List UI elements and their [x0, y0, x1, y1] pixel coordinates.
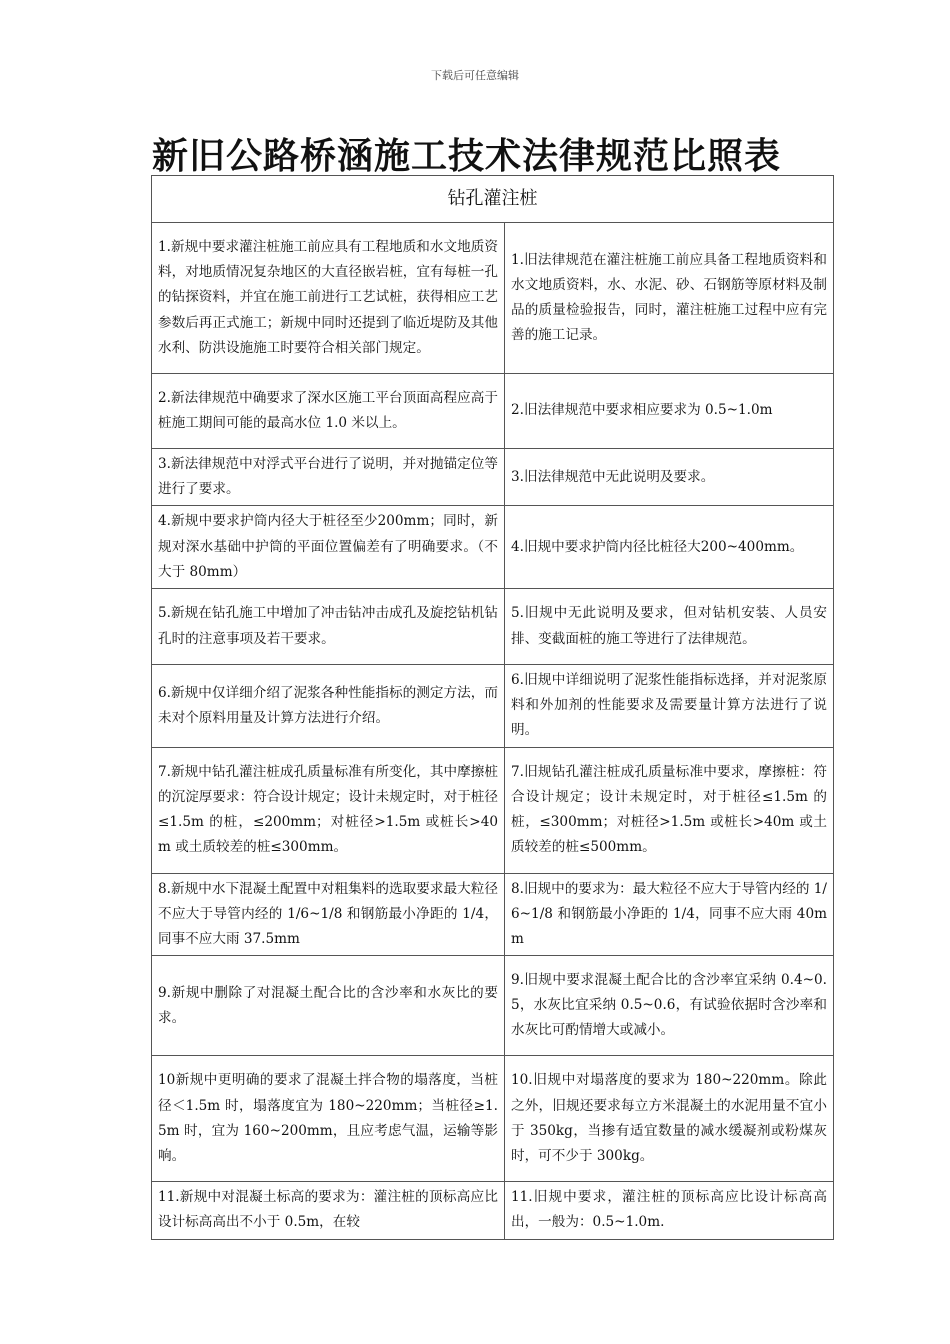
old-rule-cell: 4.旧规中要求护筒内径比桩径大200~400mm。 [505, 506, 834, 589]
table-row [152, 665, 834, 748]
old-rule-cell: 8.旧规中的要求为：最大粒径不应大于导管内经的 1/6~1/8 和钢筋最小净距的 1/4，同事不应大雨 40mm [505, 873, 834, 956]
table-row [152, 449, 834, 506]
new-rule-cell: 3.新法律规范中对浮式平台进行了说明，并对抛锚定位等进行了要求。 [152, 449, 505, 506]
new-rule-cell: 4.新规中要求护筒内径大于桩径至少200mm；同时，新规对深水基础中护筒的平面位置偏差有了明确要求。（不大于 80mm） [152, 506, 505, 589]
document-title: 新旧公路桥涵施工技术法律规范比照表 [152, 136, 782, 177]
new-rule-cell: 7.新规中钻孔灌注桩成孔质量标准有所变化，其中摩擦桩的沉淀厚要求：符合设计规定；设计未规定时，对于桩径≤1.5m 的桩，≤200mm；对桩径>1.5m 或桩长>40m 或土质较差的桩≤300mm。 [152, 747, 505, 873]
old-rule-cell: 11.旧规中要求，灌注桩的顶标高应比设计标高高出，一般为：0.5~1.0m. [505, 1182, 834, 1239]
comparison-table [151, 175, 834, 1240]
old-rule-cell: 10.旧规中对塌落度的要求为 180~220mm。除此之外，旧规还要求每立方米混凝土的水泥用量不宜小于 350kg，当掺有适宜数量的减水缓凝剂或粉煤灰时，可不少于 300kg。 [505, 1056, 834, 1182]
old-rule-cell: 7.旧规钻孔灌注桩成孔质量标准中要求，摩擦桩：符合设计规定；设计未规定时，对于桩径≤1.5m 的桩，≤300mm；对桩径>1.5m 或桩长>40m 或土质较差的桩≤500mm。 [505, 747, 834, 873]
table-row [152, 956, 834, 1056]
new-rule-cell: 8.新规中水下混凝土配置中对粗集料的选取要求最大粒径不应大于导管内经的 1/6~1/8 和钢筋最小净距的 1/4，同事不应大雨 37.5mm [152, 873, 505, 956]
new-rule-cell: 1.新规中要求灌注桩施工前应具有工程地质和水文地质资料，对地质情况复杂地区的大直径嵌岩桩，宜有每桩一孔的钻探资料，并宜在施工前进行工艺试桩，获得相应工艺参数后再正式施工；新规中同时还提到了临近堤防及其他水利、防洪设施施工时要符合相关部门规定。 [152, 223, 505, 374]
new-rule-cell: 9.新规中删除了对混凝土配合比的含沙率和水灰比的要求。 [152, 956, 505, 1056]
table-row [152, 1056, 834, 1182]
new-rule-cell: 5.新规在钻孔施工中增加了冲击钻冲击成孔及旋挖钻机钻孔时的注意事项及若干要求。 [152, 589, 505, 665]
new-rule-cell: 2.新法律规范中确要求了深水区施工平台顶面高程应高于桩施工期间可能的最高水位 1.0 米以上。 [152, 374, 505, 449]
old-rule-cell: 9.旧规中要求混凝土配合比的含沙率宜采纳 0.4~0.5，水灰比宜采纳 0.5~0.6，有试验依据时含沙率和水灰比可酌情增大或减小。 [505, 956, 834, 1056]
old-rule-cell: 5.旧规中无此说明及要求，但对钻机安装、人员安排、变截面桩的施工等进行了法律规范。 [505, 589, 834, 665]
table-row [152, 506, 834, 589]
table-row [152, 223, 834, 374]
new-rule-cell: 6.新规中仅详细介绍了泥浆各种性能指标的测定方法，而未对个原料用量及计算方法进行介绍。 [152, 665, 505, 748]
old-rule-cell: 1.旧法律规范在灌注桩施工前应具备工程地质资料和水文地质资料，水、水泥、砂、石钢筋等原材料及制品的质量检验报告，同时，灌注桩施工过程中应有完善的施工记录。 [505, 223, 834, 374]
table-row [152, 589, 834, 665]
table-row [152, 873, 834, 956]
new-rule-cell: 10新规中更明确的要求了混凝土拌合物的塌落度，当桩径＜1.5m 时，塌落度宜为 180~220mm；当桩径≥1.5m 时，宜为 160~200mm，且应考虑气温，运输等影响。 [152, 1056, 505, 1182]
header-note: 下载后可任意编辑 [431, 69, 519, 82]
old-rule-cell: 3.旧法律规范中无此说明及要求。 [505, 449, 834, 506]
old-rule-cell: 2.旧法律规范中要求相应要求为 0.5~1.0m [505, 374, 834, 449]
section-title: 钻孔灌注桩 [152, 176, 834, 223]
table-row [152, 374, 834, 449]
table-row [152, 747, 834, 873]
section-row [152, 176, 834, 223]
old-rule-cell: 6.旧规中详细说明了泥浆性能指标选择，并对泥浆原料和外加剂的性能要求及需要量计算方法进行了说明。 [505, 665, 834, 748]
new-rule-cell: 11.新规中对混凝土标高的要求为：灌注桩的顶标高应比设计标高高出不小于 0.5m，在较 [152, 1182, 505, 1239]
table-row [152, 1182, 834, 1239]
